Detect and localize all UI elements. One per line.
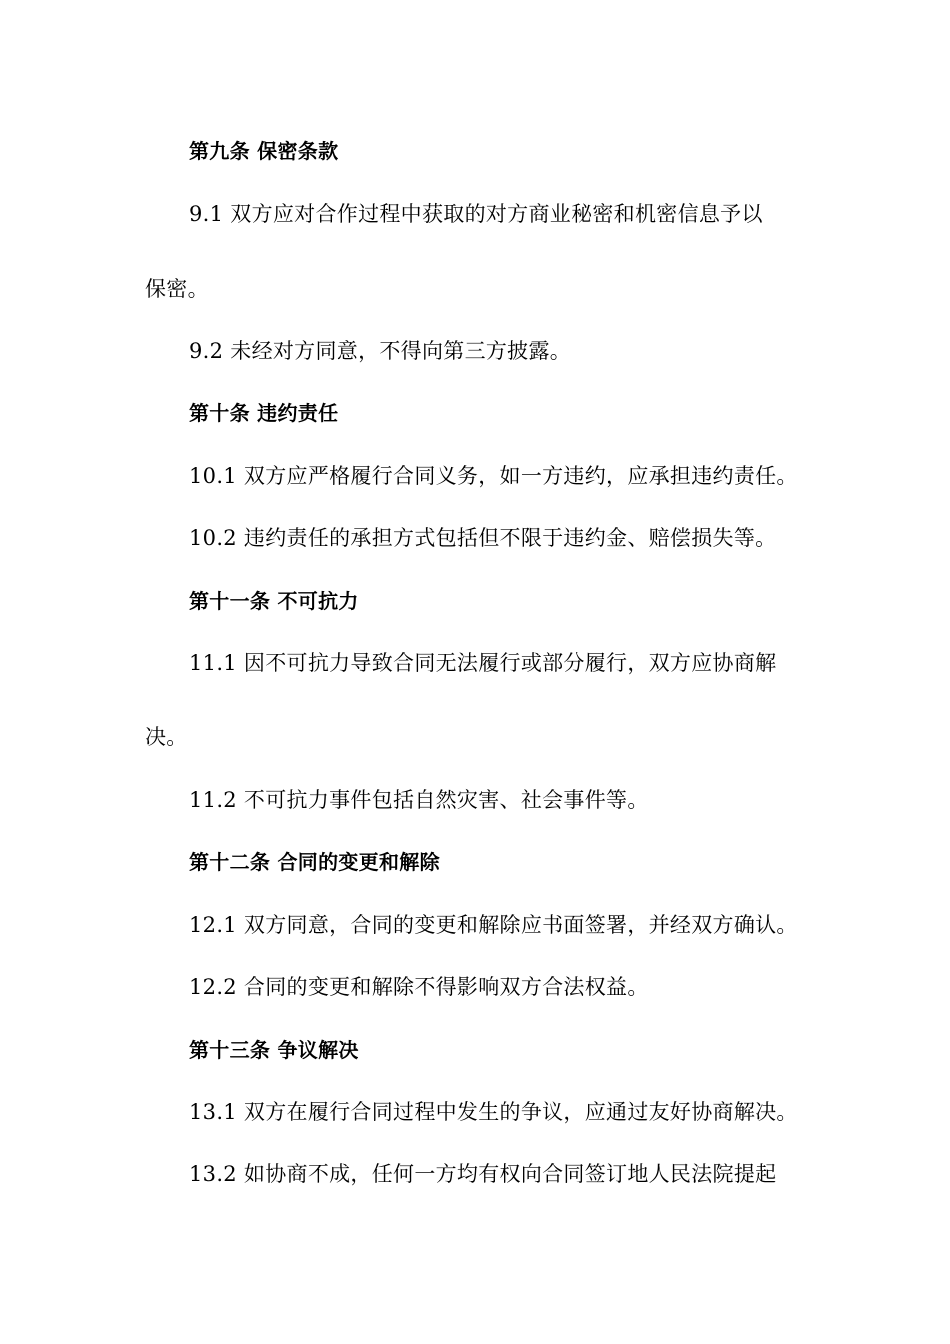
clause-13-2: 13.2 如协商不成，任何一方均有权向合同签订地人民法院提起 <box>189 1162 777 1186</box>
clause-11-1-continued: 决。 <box>145 725 188 749</box>
clause-10-2: 10.2 违约责任的承担方式包括但不限于违约金、赔偿损失等。 <box>189 526 777 550</box>
clause-10-1: 10.1 双方应严格履行合同义务，如一方违约，应承担违约责任。 <box>189 464 798 488</box>
clause-13-1: 13.1 双方在履行合同过程中发生的争议，应通过友好协商解决。 <box>189 1100 798 1124</box>
clause-9-1-continued: 保密。 <box>145 277 209 301</box>
clause-11-1: 11.1 因不可抗力导致合同无法履行或部分履行，双方应协商解 <box>189 651 777 675</box>
section-heading-13: 第十三条 争议解决 <box>189 1038 359 1062</box>
section-heading-11: 第十一条 不可抗力 <box>189 589 359 613</box>
section-heading-9: 第九条 保密条款 <box>189 139 339 163</box>
clause-9-2: 9.2 未经对方同意，不得向第三方披露。 <box>189 339 572 363</box>
clause-9-1: 9.1 双方应对合作过程中获取的对方商业秘密和机密信息予以 <box>189 202 763 226</box>
clause-11-2: 11.2 不可抗力事件包括自然灾害、社会事件等。 <box>189 788 649 812</box>
section-heading-12: 第十二条 合同的变更和解除 <box>189 850 440 874</box>
clause-12-2: 12.2 合同的变更和解除不得影响双方合法权益。 <box>189 975 649 999</box>
clause-12-1: 12.1 双方同意，合同的变更和解除应书面签署，并经双方确认。 <box>189 913 798 937</box>
section-heading-10: 第十条 违约责任 <box>189 401 339 425</box>
